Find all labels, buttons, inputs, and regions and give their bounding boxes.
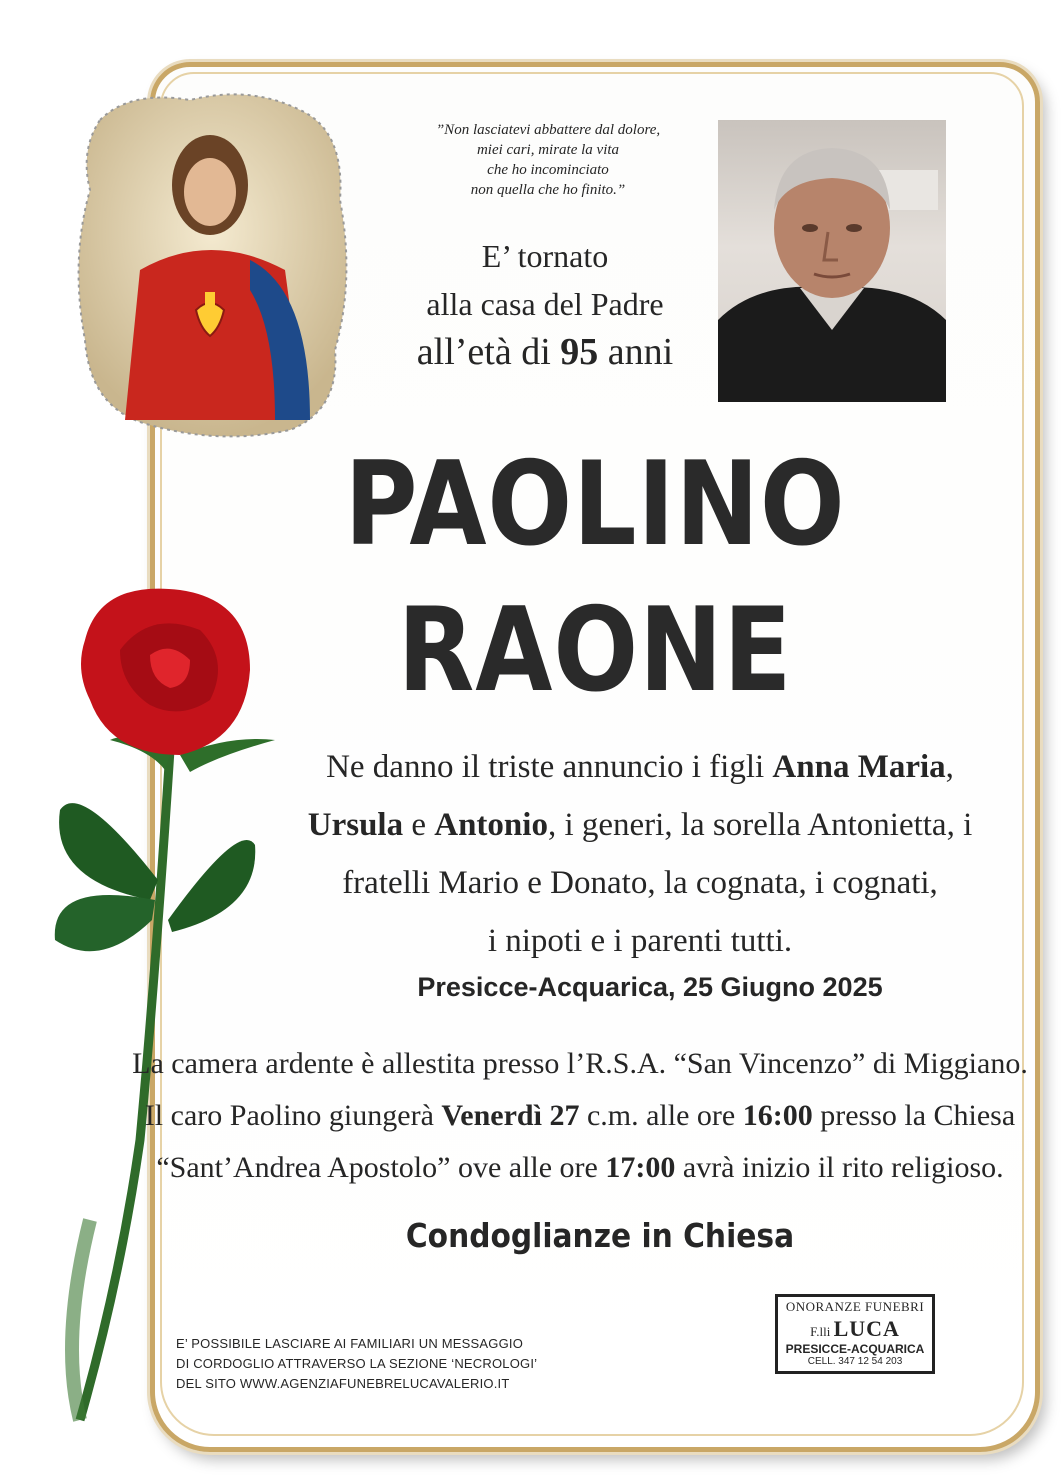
logo-line-1: ONORANZE FUNEBRI — [785, 1299, 925, 1314]
quote — [398, 120, 698, 200]
intro-text — [380, 232, 710, 376]
announcement-line-3: fratelli Mario e Donato, la cognata, i cognati, — [342, 865, 938, 901]
condolences-note: Condoglianze in Chiesa — [405, 1216, 795, 1255]
announcement-line-4: i nipoti e i parenti tutti. — [487, 923, 793, 959]
message-line: E’ POSSIBILE LASCIARE AI FAMILIARI UN MESSAGGIO — [176, 1336, 524, 1351]
logo-line-2 — [778, 1316, 932, 1342]
details-text: avrà inizio il rito religioso. — [675, 1151, 1004, 1184]
details-text: c.m. alle ore — [579, 1099, 743, 1132]
funeral-details — [130, 1038, 1030, 1194]
quote-line: non quella che ho finito.” — [470, 182, 626, 198]
announcement-line-2 — [270, 796, 1010, 854]
quote-line: miei cari, mirate la vita — [476, 142, 620, 158]
intro-line-3 — [380, 328, 710, 376]
quote-line: ”Non lasciatevi abbattere dal dolore, — [435, 122, 661, 138]
announcement-line-1 — [270, 738, 1010, 796]
funeral-day: Venerdì 27 — [441, 1099, 580, 1132]
intro-line-1: E’ tornato — [481, 238, 609, 274]
logo-name: LUCA — [833, 1316, 900, 1341]
rose-icon — [40, 580, 300, 1440]
details-line-3 — [130, 1142, 1030, 1194]
deceased-last-name: RAONE — [397, 583, 793, 718]
deceased-first-name: PAOLINO — [344, 437, 846, 572]
arrival-time: 16:00 — [742, 1099, 813, 1132]
details-text: presso la Chiesa — [812, 1099, 1016, 1132]
deceased-name — [298, 432, 891, 724]
age-prefix: all’età di — [416, 331, 551, 373]
message-line: DI CORDOGLIO ATTRAVERSO LA SEZIONE ‘NECROLOGI’ — [176, 1356, 538, 1371]
quote-line: che ho incominciato — [487, 162, 609, 178]
funeral-home-logo — [775, 1294, 935, 1374]
child-name: Antonio — [434, 807, 548, 843]
portrait-illustration — [718, 120, 946, 402]
details-line-1: La camera ardente è allestita presso l’R.S.A. “San Vincenzo” di Miggiano. — [132, 1047, 1028, 1080]
logo-line-3: PRESICCE-ACQUARICA — [785, 1342, 925, 1356]
announcement — [270, 738, 1010, 970]
child-name: Ursula — [307, 807, 404, 843]
details-line-2 — [130, 1090, 1030, 1142]
age-value: 95 — [560, 331, 599, 373]
rite-time: 17:00 — [605, 1151, 676, 1184]
portrait-photo — [718, 120, 946, 402]
details-text: “Sant’Andrea Apostolo” ove alle ore — [156, 1151, 606, 1184]
message-line: DEL SITO WWW.AGENZIAFUNEBRELUCAVALERIO.IT — [176, 1376, 510, 1391]
child-name: Anna Maria — [772, 749, 946, 785]
age-suffix: anni — [607, 331, 674, 373]
logo-phone: CELL. 347 12 54 203 — [807, 1356, 903, 1367]
announcement-text: , — [945, 749, 954, 785]
announcement-text: e — [403, 807, 435, 843]
intro-line-2: alla casa del Padre — [426, 286, 664, 322]
announcement-text: , i generi, la sorella Antonietta, i — [547, 807, 973, 843]
sacred-heart-image — [70, 80, 360, 450]
details-text: Il caro Paolino giungerà — [144, 1099, 442, 1132]
place-date: Presicce-Acquarica, 25 Giugno 2025 — [417, 972, 883, 1002]
logo-prefix: F.lli — [810, 1324, 831, 1339]
announcement-text: Ne danno il triste annuncio i figli — [326, 749, 773, 785]
website-message — [176, 1334, 596, 1394]
